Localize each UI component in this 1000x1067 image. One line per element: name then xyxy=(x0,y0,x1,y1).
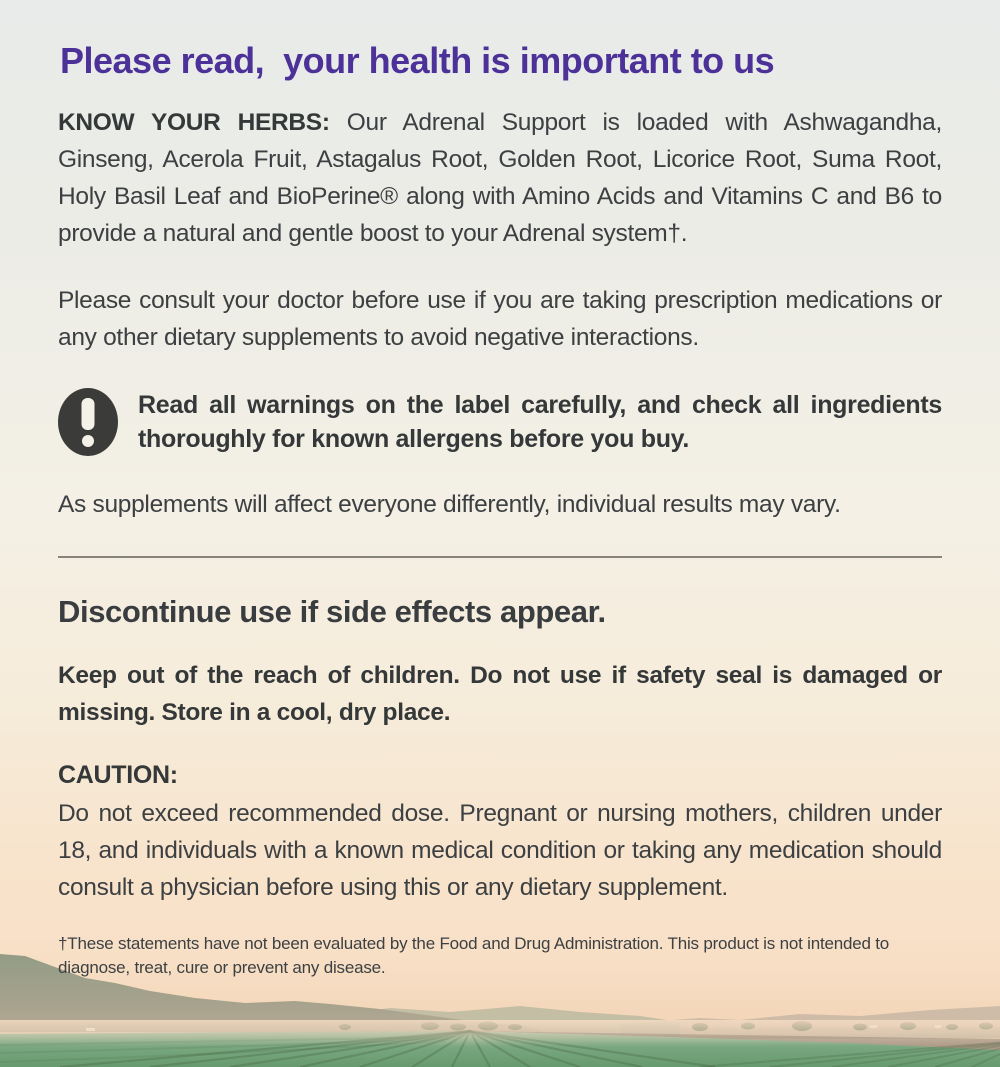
know-your-herbs-paragraph xyxy=(58,104,942,252)
fda-disclaimer: †These statements have not been evaluated by the Food and Drug Administration. This product is not intended to diagnose, treat, cure or prevent any disease. xyxy=(58,934,890,977)
exclamation-circle-icon xyxy=(58,388,118,456)
keep-out-paragraph: Keep out of the reach of children. Do not use if safety seal is damaged or missing. Store in a cool, dry place. xyxy=(58,662,942,726)
caution-label: CAUTION: xyxy=(58,761,178,789)
discontinue-heading: Discontinue use if side effects appear. xyxy=(58,594,606,629)
warning-text: Read all warnings on the label carefully, and check all ingredients thoroughly for known allergens before you buy. xyxy=(138,391,942,453)
know-your-herbs-body: Our Adrenal Support is loaded with Ashwagandha, Ginseng, Acerola Fruit, Astagalus Root, Golden Root, Licorice Root, Suma Root, Holy Basil Leaf and BioPerine® along with Amino Acids and Vitamins C and B6 to provide a natural and gentle boost to your Adrenal system†. xyxy=(58,109,942,247)
page-title: Please read, your health is important to us xyxy=(60,40,775,81)
warning-callout xyxy=(58,388,942,456)
know-your-herbs-lead: KNOW YOUR HERBS: xyxy=(58,109,330,136)
consult-doctor-paragraph: Please consult your doctor before use if you are taking prescription medications or any other dietary supplements to avoid negative interactions. xyxy=(58,287,942,351)
horizon-haze xyxy=(0,1020,1000,1046)
exclamation-dot xyxy=(82,435,94,447)
section-divider xyxy=(58,556,942,558)
results-vary-paragraph: As supplements will affect everyone differently, individual results may vary. xyxy=(58,491,841,518)
exclamation-bar xyxy=(82,398,95,430)
caution-paragraph: Do not exceed recommended dose. Pregnant or nursing mothers, children under 18, and individuals with a known medical condition or taking any medication should consult a physician before using this or any dietary supplement. xyxy=(58,800,942,901)
